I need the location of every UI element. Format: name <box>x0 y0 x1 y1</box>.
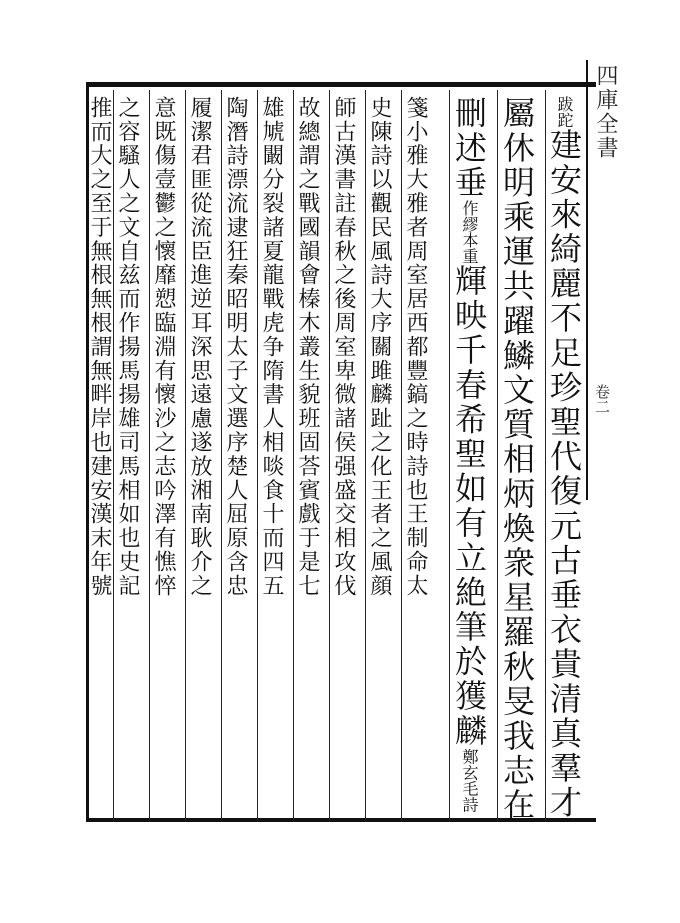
column-rule <box>113 90 114 822</box>
text-column-1 <box>545 96 583 820</box>
commentary-column-3: 師古漢書註春秋之後周室卑微諸侯强盛交相攻伐 <box>331 96 356 598</box>
commentary-column-10: 推而大之至于無根無根謂無畔岸也建安漢末年號 <box>87 96 112 598</box>
column-rule <box>185 90 186 822</box>
margin-title: 四庫全書 <box>593 64 618 160</box>
column-rule <box>401 90 402 822</box>
poem-text: 刪述垂 <box>450 96 488 200</box>
poem-text: 屬休明乘運共躍鱗文質相炳煥衆星羅秋旻我志在 <box>498 96 536 823</box>
column-rule <box>221 90 222 822</box>
text-column-2 <box>498 96 536 823</box>
poem-text: 建安來綺麗不足珍聖代復元古垂衣貴清真羣才 <box>545 128 583 820</box>
margin-juan-label: 卷二 <box>593 384 611 414</box>
commentary-column-7: 履潔君匪從流臣進逆耳深思遠慮遂放湘南耿介之 <box>187 96 212 598</box>
commentary-column-8: 意既傷壹鬱之懷靡愬臨淵有懷沙之志吟澤有憔悴 <box>151 96 176 598</box>
column-rule <box>365 90 366 822</box>
annotation-note: 跋跎 <box>555 96 574 128</box>
commentary-column-5: 雄虓闞分裂諸夏龍戰虎争隋書人相啖食十而四五 <box>259 96 284 598</box>
poem-text: 輝映千春希聖如有立絶筆於獲麟 <box>450 263 488 749</box>
column-rule <box>257 90 258 822</box>
annotation-note: 作繆本重 <box>460 199 479 264</box>
column-rule <box>329 90 330 822</box>
commentary-column-9: 之容騷人之文自兹而作揚馬揚雄司馬相如也史記 <box>115 96 140 598</box>
annotation-note: 鄭玄毛詩 <box>460 748 479 813</box>
commentary-column-2: 史陳詩以觀民風詩大序關雎麟趾之化王者之風顔 <box>367 96 392 598</box>
column-rule <box>149 90 150 822</box>
commentary-column-1: 箋小雅大雅者周室居西都豐鎬之時詩也王制命太 <box>403 96 428 598</box>
commentary-column-4: 故總謂之戰國韻會榛木叢生貌班固荅賓戲于是七 <box>295 96 320 598</box>
text-column-3 <box>450 96 488 813</box>
commentary-column-6: 陶潛詩漂流逮狂秦昭明太子文選序楚人屈原含忠 <box>223 96 248 598</box>
column-rule <box>293 90 294 822</box>
